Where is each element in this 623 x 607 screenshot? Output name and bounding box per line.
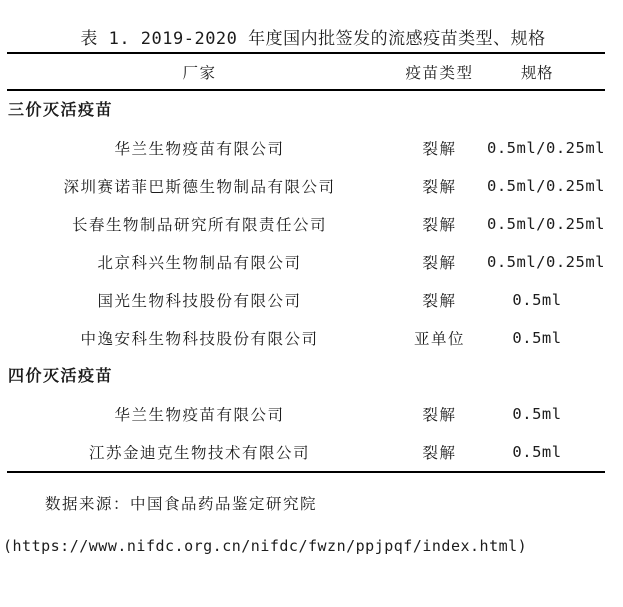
vaccine-type-cell: 亚单位 <box>413 330 465 348</box>
spec-cell: 0.5ml <box>512 443 562 461</box>
column-header-vaccine-type: 疫苗类型 <box>405 63 474 82</box>
table-row <box>7 319 605 357</box>
table-row <box>7 433 605 471</box>
vaccine-table <box>7 52 605 473</box>
vaccine-type-cell: 裂解 <box>422 444 457 462</box>
spec-cell: 0.5ml <box>512 405 562 423</box>
vaccine-type-cell: 裂解 <box>422 178 457 196</box>
vaccine-type-cell: 裂解 <box>422 254 457 272</box>
data-source-note: 数据来源：中国食品药品鉴定研究院 <box>45 495 318 513</box>
manufacturer-cell: 深圳赛诺菲巴斯德生物制品有限公司 <box>63 178 336 196</box>
table-row <box>7 205 605 243</box>
manufacturer-cell: 北京科兴生物制品有限公司 <box>97 254 302 272</box>
vaccine-type-cell: 裂解 <box>422 216 457 234</box>
table-row <box>7 129 605 167</box>
manufacturer-cell: 长春生物制品研究所有限责任公司 <box>71 216 327 234</box>
vaccine-type-cell: 裂解 <box>422 140 457 158</box>
manufacturer-cell: 华兰生物疫苗有限公司 <box>114 140 285 158</box>
source-url: (https://www.nifdc.org.cn/nifdc/fwzn/ppjpqf/index.html) <box>3 537 528 555</box>
vaccine-type-cell: 裂解 <box>422 292 457 310</box>
section-header-quadrivalent: 四价灭活疫苗 <box>8 366 114 385</box>
section-header-trivalent: 三价灭活疫苗 <box>8 100 114 119</box>
manufacturer-cell: 国光生物科技股份有限公司 <box>97 292 302 310</box>
manufacturer-cell: 江苏金迪克生物技术有限公司 <box>88 444 310 462</box>
manufacturer-cell: 华兰生物疫苗有限公司 <box>114 406 285 424</box>
table-row <box>7 243 605 281</box>
table-title: 表 1. 2019-2020 年度国内批签发的流感疫苗类型、规格 <box>80 29 546 49</box>
spec-cell: 0.5ml/0.25ml <box>487 139 605 157</box>
spec-cell: 0.5ml <box>512 329 562 347</box>
manufacturer-cell: 中逸安科生物科技股份有限公司 <box>80 330 319 348</box>
spec-cell: 0.5ml/0.25ml <box>487 253 605 271</box>
column-header-manufacturer: 厂家 <box>182 63 217 82</box>
table-header-row <box>7 54 605 91</box>
vaccine-type-cell: 裂解 <box>422 406 457 424</box>
table-row <box>7 395 605 433</box>
document-page <box>3 27 605 555</box>
spec-cell: 0.5ml/0.25ml <box>487 177 605 195</box>
spec-cell: 0.5ml <box>512 291 562 309</box>
column-header-spec: 规格 <box>520 63 553 82</box>
table-row <box>7 281 605 319</box>
table-row <box>7 167 605 205</box>
spec-cell: 0.5ml/0.25ml <box>487 215 605 233</box>
